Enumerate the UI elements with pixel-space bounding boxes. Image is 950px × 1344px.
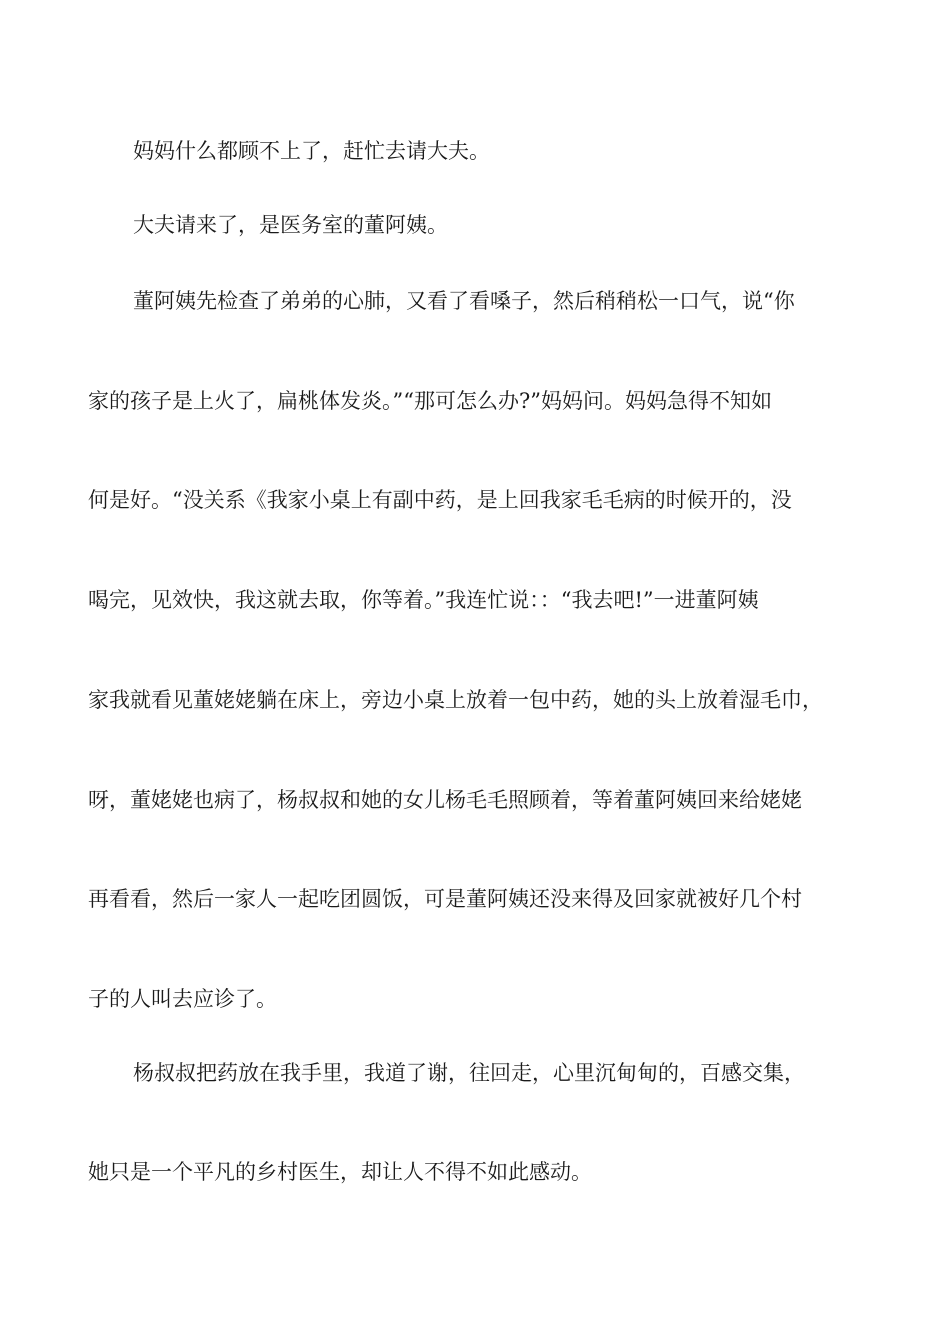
text-line: 她只是一个平凡的乡村医生，却让人不得不如此感动。 xyxy=(88,1160,592,1184)
text-line: 家我就看见董姥姥躺在床上，旁边小桌上放着一包中药，她的头上放着湿毛巾， xyxy=(88,688,823,712)
text-line: 董阿姨先检查了弟弟的心肺，又看了看嗓子，然后稍稍松一口气，说“你 xyxy=(133,289,795,313)
text-line: 喝完，见效快，我这就去取，你等着。”我连忙说：：“我去吧!”一进董阿姨 xyxy=(88,588,759,612)
text-line: 呀，董姥姥也病了，杨叔叔和她的女儿杨毛毛照顾着，等着董阿姨回来给姥姥 xyxy=(88,788,802,812)
text-line: 妈妈什么都顾不上了，赶忙去请大夫。 xyxy=(133,139,490,163)
text-line: 家的孩子是上火了，扁桃体发炎。”“那可怎么办?”妈妈问。妈妈急得不知如 xyxy=(88,389,772,413)
text-line: 何是好。“没关系《我家小桌上有副中药，是上回我家毛毛病的时候开的，没 xyxy=(88,488,792,512)
text-line: 杨叔叔把药放在我手里，我道了谢，往回走，心里沉甸甸的，百感交集， xyxy=(133,1061,805,1085)
text-line: 子的人叫去应诊了。 xyxy=(88,987,277,1011)
text-line: 再看看，然后一家人一起吃团圆饭，可是董阿姨还没来得及回家就被好几个村 xyxy=(88,887,802,911)
text-line: 大夫请来了，是医务室的董阿姨。 xyxy=(133,213,448,237)
